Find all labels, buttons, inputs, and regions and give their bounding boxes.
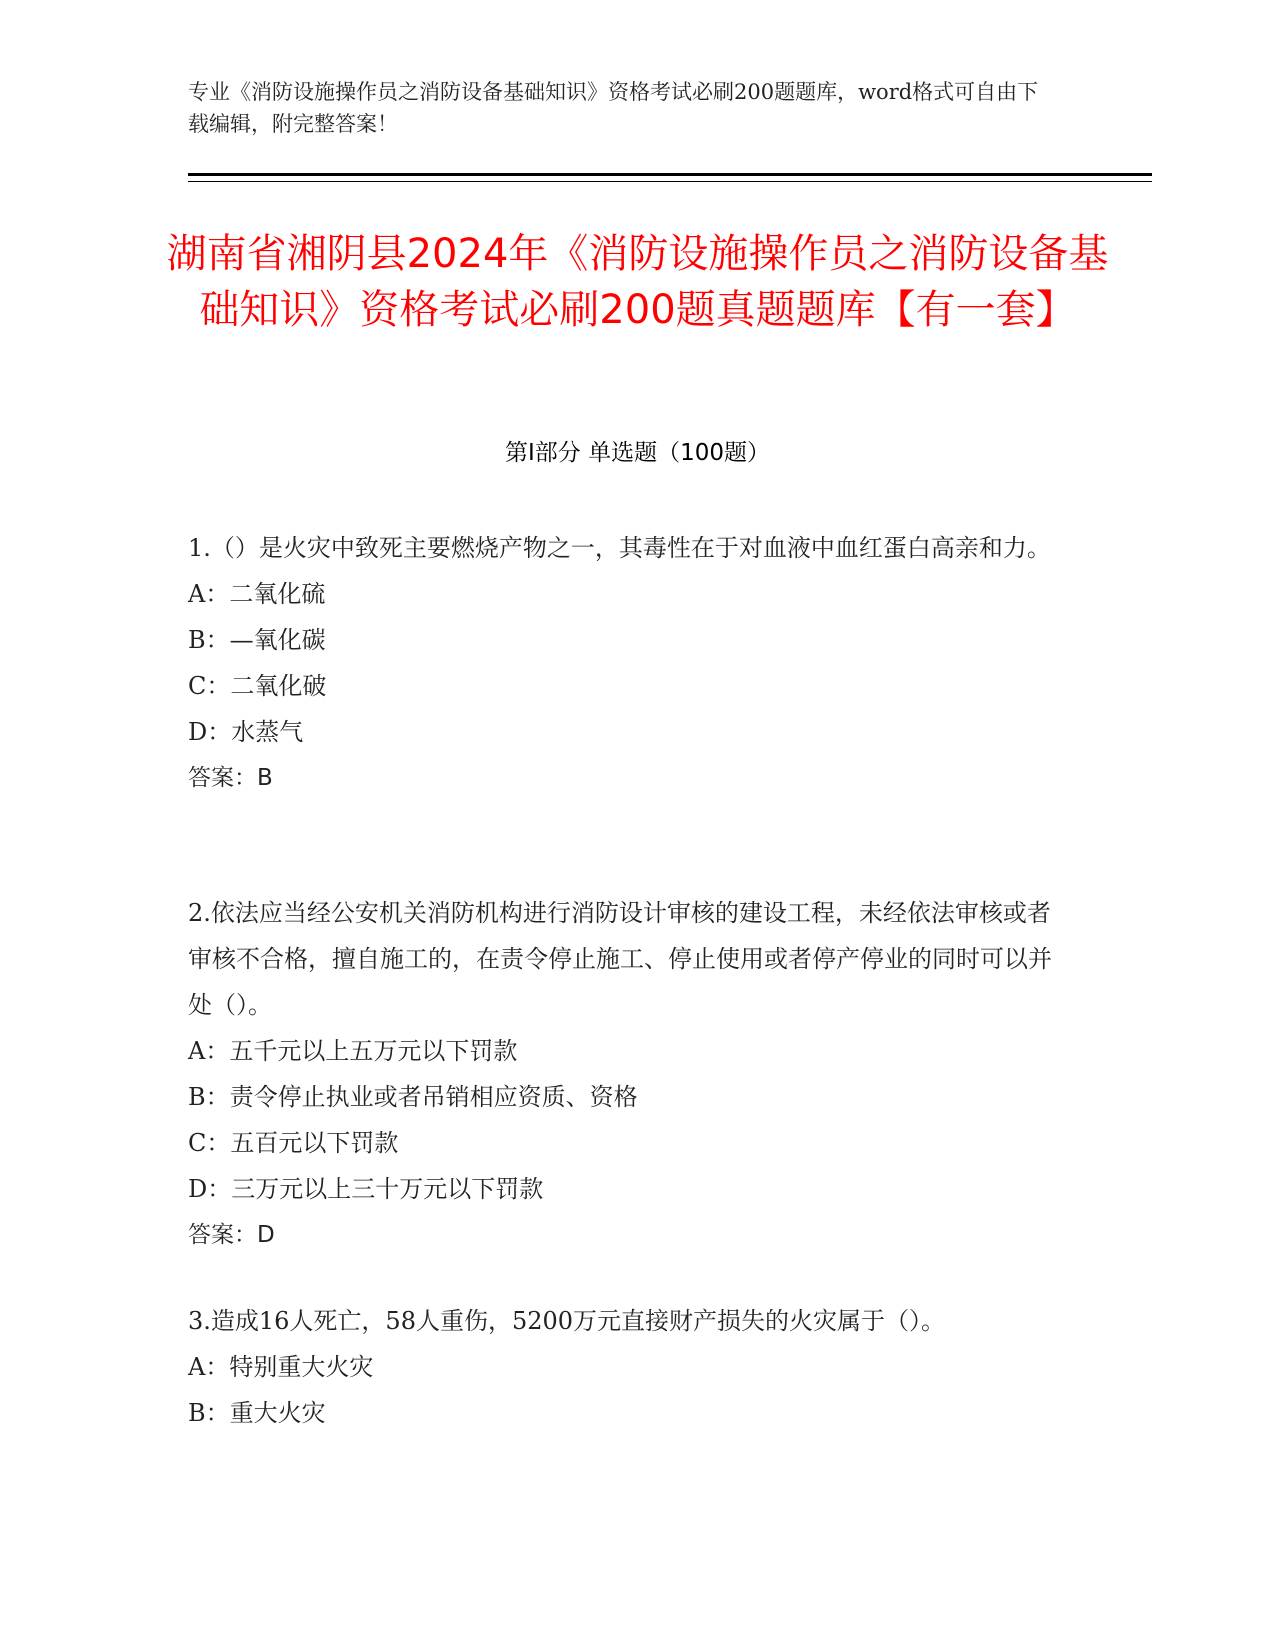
question-2 [188,890,1068,1258]
answer-line: 答案：D [188,1222,275,1248]
option-a: A：特别重大火灾 [188,1353,374,1381]
section-heading: 第I部分 单选题（100题） [505,440,770,466]
question-stem: 1.（）是火灾中致死主要燃烧产物之一，其毒性在于对血液中血红蛋白高亲和力。 [188,534,1051,562]
document-title: 湖南省湘阴县2024年《消防设施操作员之消防设备基础知识》资格考试必刷200题真题题库【有一套】 [166,231,1109,333]
header-rule-thin [188,181,1152,182]
question-1 [188,525,1068,801]
answer-line: 答案：B [188,765,273,791]
option-b: B：责令停止执业或者吊销相应资质、资格 [188,1083,638,1111]
option-d: D：三万元以上三十万元以下罚款 [188,1175,544,1203]
option-a: A：五千元以上五万元以下罚款 [188,1037,518,1065]
option-d: D：水蒸气 [188,718,304,746]
option-b: B：—氧化碳 [188,626,326,654]
option-c: C：五百元以下罚款 [188,1129,399,1157]
option-a: A：二氧化硫 [188,580,326,608]
question-stem: 2.依法应当经公安机关消防机构进行消防设计审核的建设工程，未经依法审核或者审核不合格，擅自施工的，在责令停止施工、停止使用或者停产停业的同时可以并处（）。 [188,899,1052,1019]
question-3 [188,1298,1068,1436]
header-rule-thick [188,173,1152,176]
option-c: C：二氧化破 [188,672,327,700]
option-b: B：重大火灾 [188,1399,326,1427]
header-note: 专业《消防设施操作员之消防设备基础知识》资格考试必刷200题题库，word格式可自由下载编辑，附完整答案！ [188,80,1039,136]
question-stem: 3.造成16人死亡，58人重伤，5200万元直接财产损失的火灾属于（）。 [188,1307,946,1335]
